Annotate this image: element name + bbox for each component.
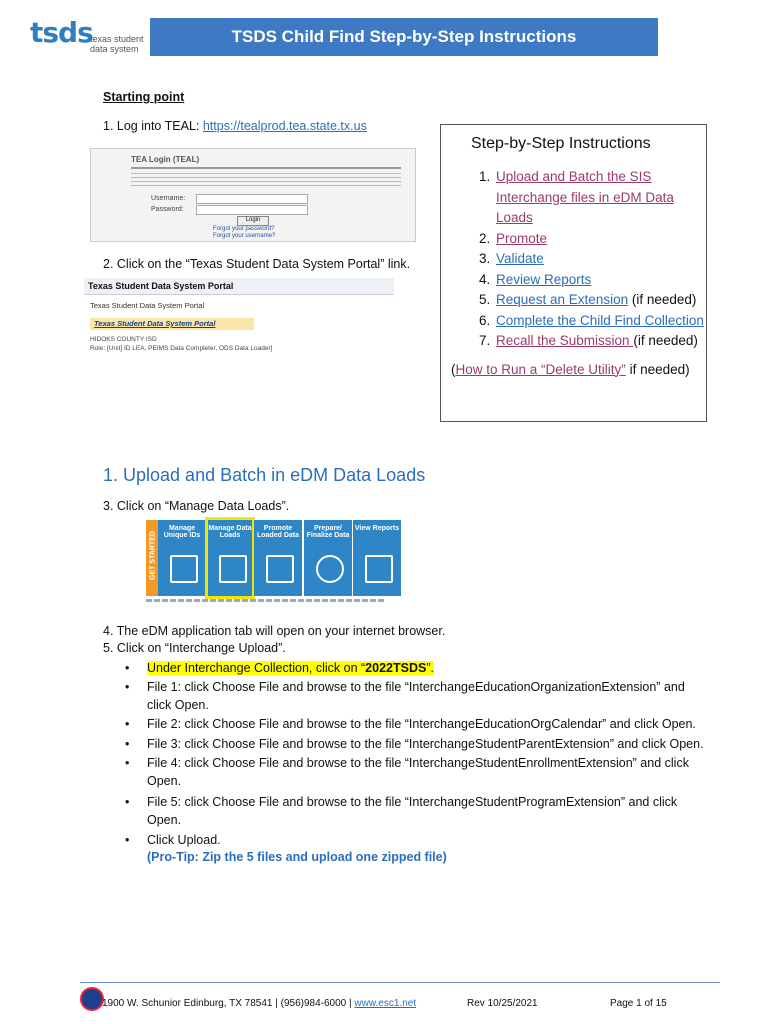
delete-utility-note: (How to Run a “Delete Utility” if needed): [451, 361, 690, 377]
esc-seal-icon: [80, 987, 104, 1011]
instruction-link-validate[interactable]: Validate: [496, 251, 544, 266]
tiles-caption: [146, 599, 384, 602]
instruction-link-recall[interactable]: Recall the Submission: [496, 333, 634, 348]
delete-utility-link[interactable]: How to Run a “Delete Utility”: [455, 361, 626, 377]
bullet-item: • File 4: click Choose File and browse to the file “InterchangeStudentEnrollmentExtension” and click Open.: [125, 756, 689, 788]
username-label: Username:: [151, 195, 186, 202]
instruction-link-promote[interactable]: Promote: [496, 230, 548, 246]
bullet-item: • Click Upload.: [125, 833, 221, 847]
instruction-link-review[interactable]: Review Reports: [496, 271, 592, 287]
tile-promote-loaded-data[interactable]: [254, 520, 302, 596]
tile-label: Promote Loaded Data: [256, 525, 299, 539]
forgot-username-link[interactable]: Forgot your username?: [213, 233, 276, 239]
instruction-suffix: (if needed): [633, 333, 698, 348]
instruction-item: [494, 167, 706, 229]
bullet-item: • Under Interchange Collection, click on “2022TSDS”.: [125, 661, 434, 675]
step-1: [103, 119, 367, 133]
bullet-item: • File 3: click Choose File and browse to the file “InterchangeStudentParentExtension” and click Open.: [125, 737, 704, 751]
instruction-item: [494, 290, 706, 311]
portal-district: HIDOKS COUNTY ISD: [90, 336, 157, 343]
pro-tip: (Pro-Tip: Zip the 5 files and upload one zipped file): [147, 850, 447, 864]
logo-subtitle-2: data system: [90, 44, 139, 54]
login-button[interactable]: Login: [237, 216, 269, 226]
starting-point-heading: Starting point: [103, 90, 185, 104]
tile-label: Prepare/ Finalize Data: [306, 525, 350, 539]
instruction-link-complete[interactable]: Complete the Child Find Collection: [496, 312, 704, 328]
logo-wordmark: tsds: [30, 16, 93, 49]
portal-header: Texas Student Data System Portal: [84, 278, 394, 295]
id-card-icon: [170, 555, 198, 583]
teal-login-title: TEA Login (TEAL): [131, 155, 200, 164]
instruction-item: [494, 331, 706, 352]
instructions-list: [441, 167, 706, 352]
instruction-link-upload[interactable]: Upload and Batch the SIS Interchange files in eDM Data Loads: [496, 169, 674, 225]
portal-screenshot: [84, 278, 390, 362]
tile-manage-data-loads[interactable]: [205, 517, 255, 599]
tile-view-reports[interactable]: [353, 520, 401, 596]
document-icon: [219, 555, 247, 583]
teal-divider: [131, 167, 401, 169]
thumbs-up-icon: [316, 555, 344, 583]
instructions-box: [440, 124, 707, 422]
tile-label: Manage Unique IDs: [163, 525, 201, 539]
bullet-item: • File 2: click Choose File and browse to the file “InterchangeEducationOrgCalendar” and click Open.: [125, 717, 696, 731]
portal-role: Role: [Unit] ID LEA, PEIMS Data Completer, ODS Data Loader]: [90, 345, 273, 352]
page-title: TSDS Child Find Step-by-Step Instructions: [231, 27, 577, 46]
password-input[interactable]: [196, 205, 308, 215]
instruction-item: [494, 249, 706, 270]
instruction-item: [494, 270, 706, 291]
password-label: Password:: [151, 206, 184, 213]
instruction-item: [494, 311, 706, 332]
bullet-item: • File 1: click Choose File and browse to the file “InterchangeEducationOrganizationExtension” and click Open.: [125, 680, 685, 712]
tsds-logo: [30, 16, 150, 62]
teal-link[interactable]: https://tealprod.tea.state.tx.us: [202, 119, 367, 133]
step-4: 4. The eDM application tab will open on your internet browser.: [103, 624, 446, 638]
get-started-label: GET STARTED: [149, 531, 157, 580]
forgot-password-link[interactable]: Forgot your password?: [213, 226, 275, 232]
page-title-banner: [150, 18, 658, 56]
bullet-item: • File 5: click Choose File and browse to the file “InterchangeStudentProgramExtension” and click Open.: [125, 795, 678, 827]
upload-arrow-icon: [266, 555, 294, 583]
footer-address: 1900 W. Schunior Edinburg, TX 78541 | (956)984-6000 | www.esc1.net: [102, 998, 417, 1009]
tile-manage-unique-ids[interactable]: [158, 520, 206, 596]
instruction-item: [494, 229, 706, 250]
footer-website-link[interactable]: www.esc1.net: [354, 998, 417, 1009]
footer-revision: Rev 10/25/2021: [467, 998, 538, 1009]
tile-prepare-finalize-data[interactable]: [304, 520, 352, 596]
portal-link[interactable]: Texas Student Data System Portal: [90, 318, 254, 330]
step-3: 3. Click on “Manage Data Loads”.: [103, 499, 290, 513]
username-input[interactable]: [196, 194, 308, 204]
instruction-suffix: (if needed): [628, 292, 697, 307]
step-1-text: 1. Log into TEAL:: [103, 119, 203, 133]
section-1-heading: 1. Upload and Batch in eDM Data Loads: [103, 465, 426, 485]
teal-notice-text: [131, 173, 401, 187]
instructions-title: Step-by-Step Instructions: [471, 135, 651, 152]
footer-divider: [80, 982, 720, 983]
instruction-link-extension[interactable]: Request an Extension: [496, 292, 629, 307]
portal-line: Texas Student Data System Portal: [90, 301, 205, 310]
tile-label: View Reports: [354, 525, 400, 532]
step-5: 5. Click on “Interchange Upload”.: [103, 641, 286, 655]
logo-subtitle-1: texas student: [90, 34, 144, 44]
tile-label: Manage Data Loads: [208, 525, 252, 539]
footer-page-number: Page 1 of 15: [610, 998, 667, 1009]
chart-line-icon: [365, 555, 393, 583]
step-2: 2. Click on the “Texas Student Data System Portal” link.: [103, 257, 411, 271]
teal-login-screenshot: [90, 148, 416, 242]
